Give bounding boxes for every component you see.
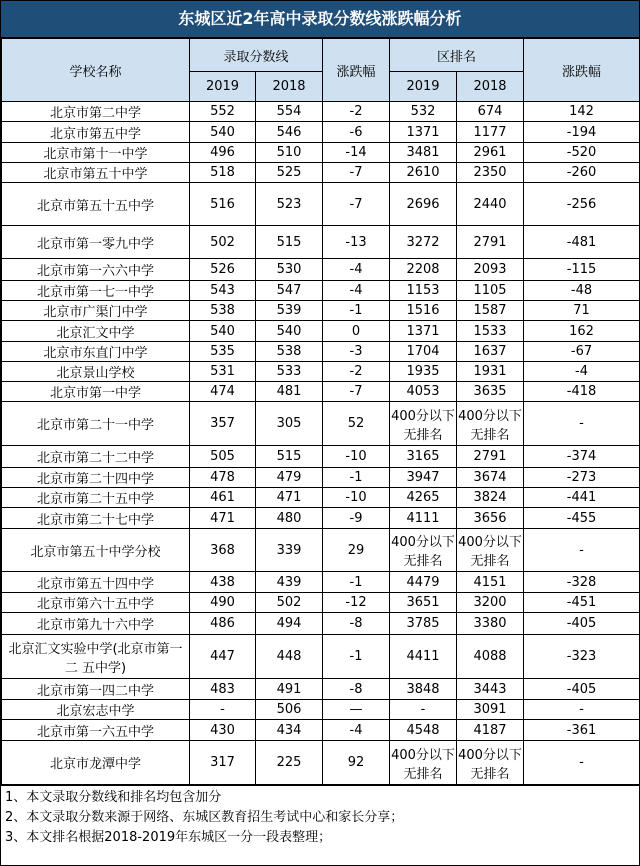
score-2018-cell: 502 bbox=[256, 593, 323, 613]
score-change-cell: -10 bbox=[323, 446, 390, 468]
rank-2019-cell: 4053 bbox=[390, 382, 457, 402]
score-2018-cell: 515 bbox=[256, 226, 323, 259]
score-2018-cell: 439 bbox=[256, 572, 323, 593]
rank-2019-cell: 4548 bbox=[390, 720, 457, 741]
table-row bbox=[2, 281, 640, 301]
rank-2019-cell: 400分以下无排名 bbox=[390, 529, 457, 572]
score-2019-cell: 516 bbox=[190, 183, 256, 226]
table-row bbox=[2, 362, 640, 382]
score-2019-cell: 368 bbox=[190, 529, 256, 572]
score-2019-cell: 543 bbox=[190, 281, 256, 301]
score-2018-cell: 515 bbox=[256, 446, 323, 468]
score-change-cell: -13 bbox=[323, 226, 390, 259]
score-change-cell: -14 bbox=[323, 143, 390, 163]
rank-2019-cell: 2696 bbox=[390, 183, 457, 226]
rank-change-cell: -405 bbox=[524, 679, 640, 700]
score-change-cell: -4 bbox=[323, 259, 390, 281]
school-name-cell: 北京宏志中学 bbox=[2, 700, 190, 720]
rank-2018-cell: 1177 bbox=[457, 122, 524, 143]
rank-2018-cell: 3380 bbox=[457, 613, 524, 635]
table-row bbox=[2, 529, 640, 572]
score-change-cell: -1 bbox=[323, 468, 390, 488]
rank-2018-cell: 3443 bbox=[457, 679, 524, 700]
score-change-cell: -1 bbox=[323, 572, 390, 593]
rank-2018-cell: 4187 bbox=[457, 720, 524, 741]
score-2019-cell: 461 bbox=[190, 488, 256, 508]
rank-change-cell: -323 bbox=[524, 635, 640, 679]
rank-2018-cell: 400分以下无排名 bbox=[457, 402, 524, 446]
score-2018-cell: 554 bbox=[256, 102, 323, 122]
score-2018-cell: 305 bbox=[256, 402, 323, 446]
school-name-cell: 北京市第五十四中学 bbox=[2, 572, 190, 593]
table-row bbox=[2, 226, 640, 259]
score-2019-cell: 438 bbox=[190, 572, 256, 593]
rank-2019-cell: 3272 bbox=[390, 226, 457, 259]
score-2019-cell: 317 bbox=[190, 741, 256, 785]
rank-change-cell: 162 bbox=[524, 321, 640, 342]
score-2019-cell: 540 bbox=[190, 122, 256, 143]
table-row bbox=[2, 679, 640, 700]
school-name-cell: 北京市第二十二中学 bbox=[2, 446, 190, 468]
rank-change-cell: - bbox=[524, 741, 640, 785]
table-row bbox=[2, 700, 640, 720]
score-2018-cell: 494 bbox=[256, 613, 323, 635]
score-change-cell: -1 bbox=[323, 301, 390, 321]
rank-change-cell: -67 bbox=[524, 342, 640, 362]
school-name-cell: 北京市第一六六中学 bbox=[2, 259, 190, 281]
header-rank-change: 涨跌幅 bbox=[524, 39, 640, 102]
table-row bbox=[2, 102, 640, 122]
rank-2018-cell: 3824 bbox=[457, 488, 524, 508]
table-row bbox=[2, 593, 640, 613]
rank-change-cell: -481 bbox=[524, 226, 640, 259]
header-score-2019: 2019 bbox=[190, 72, 256, 102]
footnotes bbox=[1, 785, 639, 850]
school-name-cell: 北京市第一中学 bbox=[2, 382, 190, 402]
school-name-cell: 北京市第十一中学 bbox=[2, 143, 190, 163]
rank-change-cell: -441 bbox=[524, 488, 640, 508]
header-score-change: 涨跌幅 bbox=[323, 39, 390, 102]
table-row bbox=[2, 321, 640, 342]
score-change-cell: -4 bbox=[323, 720, 390, 741]
score-2019-cell: 505 bbox=[190, 446, 256, 468]
rank-change-cell: - bbox=[524, 402, 640, 446]
score-change-cell: -10 bbox=[323, 488, 390, 508]
footnote: 3、本文排名根据2018-2019年东城区一分一段表整理； bbox=[5, 830, 332, 845]
rank-change-cell: -194 bbox=[524, 122, 640, 143]
rank-2018-cell: 2093 bbox=[457, 259, 524, 281]
score-2019-cell: 447 bbox=[190, 635, 256, 679]
rank-2019-cell: - bbox=[390, 700, 457, 720]
rank-2019-cell: 1516 bbox=[390, 301, 457, 321]
score-2019-cell: 486 bbox=[190, 613, 256, 635]
score-2018-cell: 539 bbox=[256, 301, 323, 321]
rank-2018-cell: 1105 bbox=[457, 281, 524, 301]
school-name-cell: 北京市第二十七中学 bbox=[2, 508, 190, 529]
score-change-cell: -3 bbox=[323, 342, 390, 362]
rank-change-cell: -451 bbox=[524, 593, 640, 613]
table-row bbox=[2, 446, 640, 468]
header-rank-2019: 2019 bbox=[390, 72, 457, 102]
rank-2018-cell: 1587 bbox=[457, 301, 524, 321]
score-2018-cell: 479 bbox=[256, 468, 323, 488]
rank-2018-cell: 4088 bbox=[457, 635, 524, 679]
header-rank-2018: 2018 bbox=[457, 72, 524, 102]
rank-change-cell: -405 bbox=[524, 613, 640, 635]
rank-change-cell: -374 bbox=[524, 446, 640, 468]
rank-2018-cell: 3635 bbox=[457, 382, 524, 402]
score-change-cell: -7 bbox=[323, 382, 390, 402]
school-name-cell: 北京市广渠门中学 bbox=[2, 301, 190, 321]
score-2019-cell: - bbox=[190, 700, 256, 720]
rank-2019-cell: 4411 bbox=[390, 635, 457, 679]
school-name-cell: 北京景山学校 bbox=[2, 362, 190, 382]
school-name-cell: 北京市东直门中学 bbox=[2, 342, 190, 362]
school-name-cell: 北京市第二十四中学 bbox=[2, 468, 190, 488]
school-name-cell: 北京市第九十六中学 bbox=[2, 613, 190, 635]
score-2019-cell: 357 bbox=[190, 402, 256, 446]
school-name-cell: 北京市第一零九中学 bbox=[2, 226, 190, 259]
score-2018-cell: 506 bbox=[256, 700, 323, 720]
rank-change-cell: 71 bbox=[524, 301, 640, 321]
score-2019-cell: 540 bbox=[190, 321, 256, 342]
table-row bbox=[2, 301, 640, 321]
rank-2018-cell: 400分以下无排名 bbox=[457, 741, 524, 785]
score-2019-cell: 496 bbox=[190, 143, 256, 163]
table-row bbox=[2, 163, 640, 183]
school-name-cell: 北京市第五十中学 bbox=[2, 163, 190, 183]
score-2018-cell: 480 bbox=[256, 508, 323, 529]
rank-2018-cell: 2791 bbox=[457, 446, 524, 468]
rank-change-cell: -328 bbox=[524, 572, 640, 593]
table-row bbox=[2, 508, 640, 529]
rank-2018-cell: 3091 bbox=[457, 700, 524, 720]
rank-2019-cell: 4265 bbox=[390, 488, 457, 508]
rank-change-cell: -361 bbox=[524, 720, 640, 741]
rank-2018-cell: 2440 bbox=[457, 183, 524, 226]
rank-2019-cell: 1153 bbox=[390, 281, 457, 301]
score-change-cell: 0 bbox=[323, 321, 390, 342]
score-change-cell: 52 bbox=[323, 402, 390, 446]
score-2018-cell: 471 bbox=[256, 488, 323, 508]
rank-change-cell: -260 bbox=[524, 163, 640, 183]
school-name-cell: 北京市第五十中学分校 bbox=[2, 529, 190, 572]
score-2019-cell: 471 bbox=[190, 508, 256, 529]
score-2018-cell: 533 bbox=[256, 362, 323, 382]
rank-change-cell: - bbox=[524, 700, 640, 720]
table-row bbox=[2, 122, 640, 143]
score-2018-cell: 530 bbox=[256, 259, 323, 281]
score-table bbox=[1, 38, 640, 785]
school-name-cell: 北京市第五中学 bbox=[2, 122, 190, 143]
score-change-cell: -4 bbox=[323, 281, 390, 301]
footnote: 1、本文录取分数线和排名均包含加分 bbox=[5, 790, 222, 805]
rank-2019-cell: 3785 bbox=[390, 613, 457, 635]
table-row bbox=[2, 143, 640, 163]
rank-2018-cell: 674 bbox=[457, 102, 524, 122]
score-2019-cell: 483 bbox=[190, 679, 256, 700]
score-2019-cell: 535 bbox=[190, 342, 256, 362]
score-2018-cell: 434 bbox=[256, 720, 323, 741]
score-2019-cell: 490 bbox=[190, 593, 256, 613]
score-change-cell: -8 bbox=[323, 679, 390, 700]
score-2018-cell: 538 bbox=[256, 342, 323, 362]
rank-2019-cell: 3651 bbox=[390, 593, 457, 613]
rank-change-cell: -48 bbox=[524, 281, 640, 301]
score-change-cell: -2 bbox=[323, 102, 390, 122]
table-body bbox=[2, 102, 640, 785]
table-row bbox=[2, 613, 640, 635]
rank-change-cell: 142 bbox=[524, 102, 640, 122]
rank-change-cell: -520 bbox=[524, 143, 640, 163]
rank-2018-cell: 1931 bbox=[457, 362, 524, 382]
table-row bbox=[2, 259, 640, 281]
header-score-group: 录取分数线 bbox=[190, 39, 323, 72]
header-rank-group: 区排名 bbox=[390, 39, 524, 72]
rank-2019-cell: 1371 bbox=[390, 122, 457, 143]
school-name-cell: 北京市第一六五中学 bbox=[2, 720, 190, 741]
rank-2019-cell: 4479 bbox=[390, 572, 457, 593]
rank-2019-cell: 1371 bbox=[390, 321, 457, 342]
score-change-cell: -1 bbox=[323, 635, 390, 679]
rank-2019-cell: 3947 bbox=[390, 468, 457, 488]
rank-2019-cell: 532 bbox=[390, 102, 457, 122]
rank-change-cell: -4 bbox=[524, 362, 640, 382]
score-change-cell: -2 bbox=[323, 362, 390, 382]
table-row bbox=[2, 382, 640, 402]
score-2018-cell: 491 bbox=[256, 679, 323, 700]
school-name-cell: 北京市第五十五中学 bbox=[2, 183, 190, 226]
score-change-cell: -6 bbox=[323, 122, 390, 143]
rank-change-cell: -256 bbox=[524, 183, 640, 226]
school-name-cell: 北京市第一七一中学 bbox=[2, 281, 190, 301]
score-2018-cell: 523 bbox=[256, 183, 323, 226]
table-title: 东城区近2年高中录取分数线涨跌幅分析 bbox=[1, 1, 639, 38]
score-2019-cell: 518 bbox=[190, 163, 256, 183]
rank-2018-cell: 1533 bbox=[457, 321, 524, 342]
rank-2019-cell: 3848 bbox=[390, 679, 457, 700]
score-change-cell: -7 bbox=[323, 183, 390, 226]
rank-change-cell: -418 bbox=[524, 382, 640, 402]
table-row bbox=[2, 402, 640, 446]
score-2018-cell: 448 bbox=[256, 635, 323, 679]
score-change-cell: -9 bbox=[323, 508, 390, 529]
score-2019-cell: 478 bbox=[190, 468, 256, 488]
score-change-cell: -8 bbox=[323, 613, 390, 635]
rank-2019-cell: 2610 bbox=[390, 163, 457, 183]
rank-2018-cell: 3674 bbox=[457, 468, 524, 488]
score-change-cell: 29 bbox=[323, 529, 390, 572]
table-row bbox=[2, 183, 640, 226]
score-2019-cell: 474 bbox=[190, 382, 256, 402]
school-name-cell: 北京汇文中学 bbox=[2, 321, 190, 342]
school-name-cell: 北京汇文实验中学(北京市第一二 五中学) bbox=[2, 635, 190, 679]
score-2018-cell: 481 bbox=[256, 382, 323, 402]
rank-2018-cell: 2791 bbox=[457, 226, 524, 259]
score-change-cell: -7 bbox=[323, 163, 390, 183]
rank-2019-cell: 400分以下无排名 bbox=[390, 741, 457, 785]
rank-change-cell: -273 bbox=[524, 468, 640, 488]
score-2019-cell: 552 bbox=[190, 102, 256, 122]
score-2018-cell: 546 bbox=[256, 122, 323, 143]
rank-2019-cell: 1935 bbox=[390, 362, 457, 382]
score-2019-cell: 526 bbox=[190, 259, 256, 281]
score-2018-cell: 525 bbox=[256, 163, 323, 183]
table-row bbox=[2, 572, 640, 593]
rank-2018-cell: 3200 bbox=[457, 593, 524, 613]
school-name-cell: 北京市龙潭中学 bbox=[2, 741, 190, 785]
rank-2019-cell: 2208 bbox=[390, 259, 457, 281]
school-name-cell: 北京市第二十五中学 bbox=[2, 488, 190, 508]
table-row bbox=[2, 488, 640, 508]
rank-2018-cell: 1637 bbox=[457, 342, 524, 362]
school-name-cell: 北京市第二十一中学 bbox=[2, 402, 190, 446]
score-2018-cell: 510 bbox=[256, 143, 323, 163]
school-name-cell: 北京市第六十五中学 bbox=[2, 593, 190, 613]
score-change-cell: 92 bbox=[323, 741, 390, 785]
score-change-cell: — bbox=[323, 700, 390, 720]
school-name-cell: 北京市第一四二中学 bbox=[2, 679, 190, 700]
rank-change-cell: -115 bbox=[524, 259, 640, 281]
score-2019-cell: 502 bbox=[190, 226, 256, 259]
school-name-cell: 北京市第二中学 bbox=[2, 102, 190, 122]
table-row bbox=[2, 342, 640, 362]
table-row bbox=[2, 741, 640, 785]
rank-2019-cell: 4111 bbox=[390, 508, 457, 529]
table-row bbox=[2, 635, 640, 679]
score-2019-cell: 538 bbox=[190, 301, 256, 321]
rank-2019-cell: 1704 bbox=[390, 342, 457, 362]
rank-change-cell: -455 bbox=[524, 508, 640, 529]
rank-2019-cell: 400分以下无排名 bbox=[390, 402, 457, 446]
score-change-cell: -12 bbox=[323, 593, 390, 613]
rank-2018-cell: 2961 bbox=[457, 143, 524, 163]
rank-2019-cell: 3481 bbox=[390, 143, 457, 163]
score-2018-cell: 540 bbox=[256, 321, 323, 342]
footnote: 2、本文录取分数来源于网络、东城区教育招生考试中心和家长分享； bbox=[5, 810, 404, 825]
score-2018-cell: 225 bbox=[256, 741, 323, 785]
score-2019-cell: 531 bbox=[190, 362, 256, 382]
rank-change-cell: - bbox=[524, 529, 640, 572]
header-school: 学校名称 bbox=[2, 39, 190, 102]
table-row bbox=[2, 720, 640, 741]
score-2018-cell: 547 bbox=[256, 281, 323, 301]
rank-2018-cell: 4151 bbox=[457, 572, 524, 593]
score-2019-cell: 430 bbox=[190, 720, 256, 741]
rank-2019-cell: 3165 bbox=[390, 446, 457, 468]
rank-2018-cell: 2350 bbox=[457, 163, 524, 183]
rank-2018-cell: 3656 bbox=[457, 508, 524, 529]
score-2018-cell: 339 bbox=[256, 529, 323, 572]
table-row bbox=[2, 468, 640, 488]
header-score-2018: 2018 bbox=[256, 72, 323, 102]
rank-2018-cell: 400分以下无排名 bbox=[457, 529, 524, 572]
